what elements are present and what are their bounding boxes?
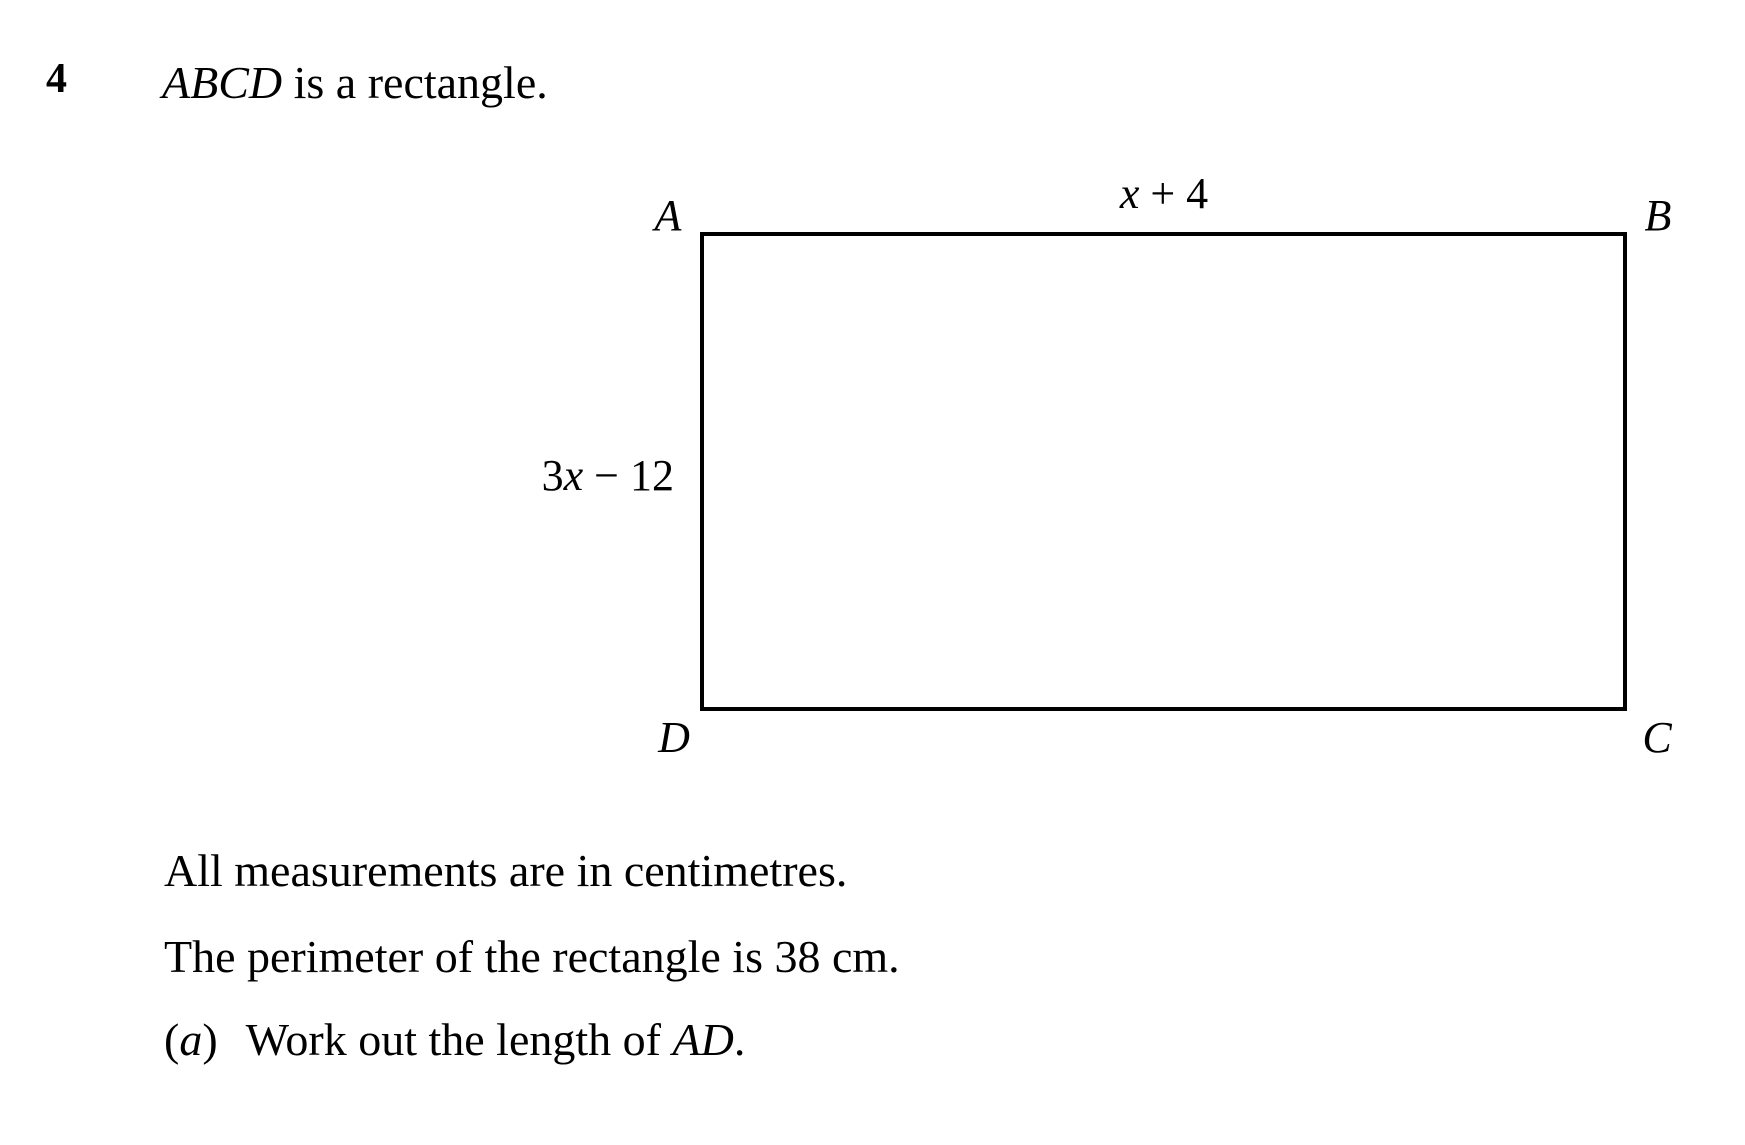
question-number: 4 — [46, 56, 67, 102]
vertex-d-label: D — [658, 713, 690, 762]
top-side-label: x + 4 — [1119, 169, 1209, 218]
part-a-target: AD — [672, 1014, 734, 1065]
vertex-a-label: A — [654, 191, 682, 240]
vertex-c-label: C — [1642, 713, 1672, 762]
perimeter-statement: The perimeter of the rectangle is 38 cm. — [164, 931, 900, 982]
vertex-b-label: B — [1644, 191, 1672, 240]
part-a-text: Work out the length of — [245, 1014, 673, 1065]
part-a-label: (a) — [164, 1014, 218, 1065]
rectangle-abcd — [702, 234, 1625, 709]
part-a-question: (a) Work out the length of AD. — [164, 1014, 746, 1065]
left-side-label: 3x − 12 — [541, 451, 674, 500]
intro-text: is a rectangle. — [282, 57, 548, 108]
rectangle-name: ABCD — [162, 57, 283, 108]
measurements-note: All measurements are in centimetres. — [164, 845, 848, 896]
